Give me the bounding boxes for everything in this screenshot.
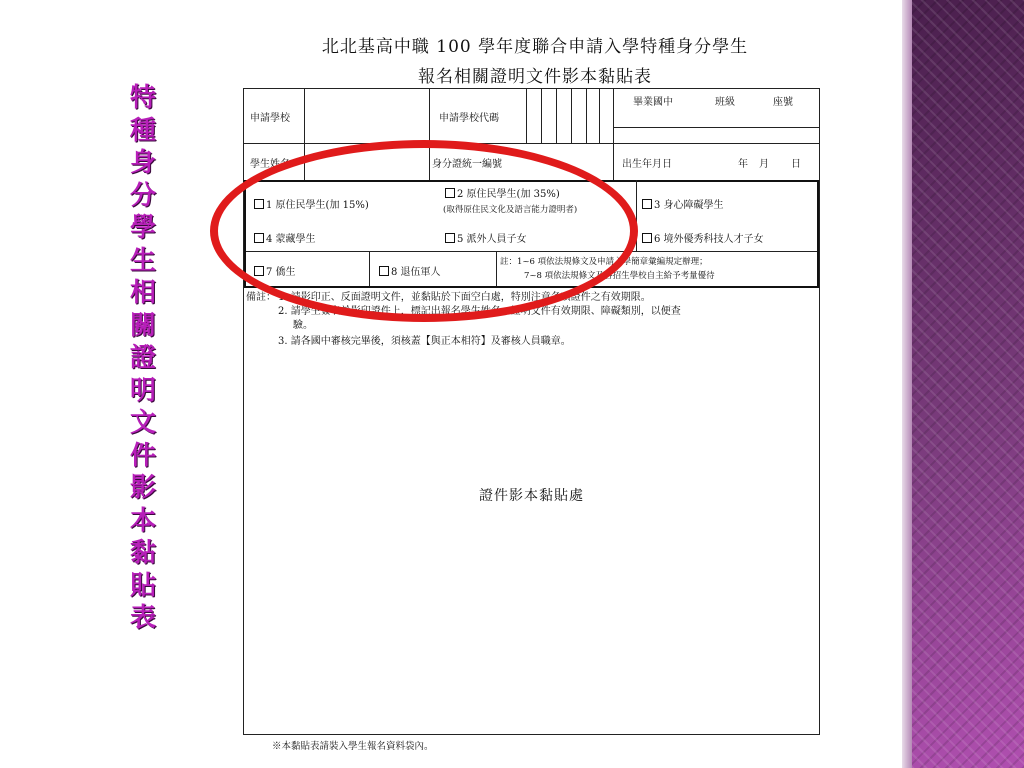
category-box-left	[244, 180, 246, 286]
document-title-line2: 報名相關證明文件影本黏貼表	[418, 67, 652, 87]
remark-2: 2. 請學生簽名於影印證件上，標記出報名學生姓名、證明文件有效期限、障礙類別，以便查	[278, 306, 681, 317]
remarks-label: 備註：	[246, 292, 276, 303]
checkbox-square-icon	[379, 266, 389, 276]
col-divider	[304, 89, 305, 180]
checkbox-square-icon	[254, 233, 264, 243]
student-name-label: 學生姓名	[250, 159, 290, 170]
decorative-purple-stripe	[912, 0, 1024, 768]
col-divider	[496, 251, 497, 286]
category-box-right	[817, 180, 819, 286]
code-box	[586, 89, 587, 143]
id-number-label: 身分證統一編號	[432, 159, 502, 170]
category-2-note: (取得原住民文化及語言能力證明者)	[443, 205, 578, 215]
col-divider	[369, 251, 370, 286]
grad-school-divider	[613, 127, 819, 128]
category-8-checkbox[interactable]: 8 退伍軍人	[379, 263, 441, 278]
remark-2-continued: 驗。	[293, 320, 313, 331]
code-box	[526, 89, 527, 143]
checkbox-square-icon	[445, 188, 455, 198]
form-table	[243, 88, 820, 735]
remark-1: 1. 請影印正、反面證明文件，並黏貼於下面空白處，特別注意各項證件之有效期限。	[278, 292, 651, 303]
code-box	[556, 89, 557, 143]
paste-area-label: 證件影本黏貼處	[479, 488, 584, 504]
code-box	[571, 89, 572, 143]
code-box	[541, 89, 542, 143]
col-divider	[636, 180, 637, 251]
checkbox-square-icon	[642, 199, 652, 209]
row-divider	[244, 143, 819, 144]
apply-school-label: 申請學校	[250, 113, 290, 124]
category-box-bottom	[244, 286, 819, 288]
checkbox-square-icon	[445, 233, 455, 243]
category-1-checkbox[interactable]: 1 原住民學生(加 15%)	[254, 196, 369, 211]
col-divider	[429, 89, 430, 180]
category-note-line1: 註：1~6 項依法規條文及申請入學簡章彙編規定辦理；	[500, 257, 708, 267]
footnote: ※本黏貼表請裝入學生報名資料袋內。	[272, 741, 434, 752]
checkbox-square-icon	[254, 199, 264, 209]
seat-label: 座號	[773, 97, 793, 108]
category-5-checkbox[interactable]: 5 派外人員子女	[445, 230, 527, 245]
checkbox-square-icon	[642, 233, 652, 243]
category-note-line2: 7~8 項依法規條文及各招生學校自主給予考量優待	[524, 271, 715, 281]
category-4-checkbox[interactable]: 4 蒙藏學生	[254, 230, 316, 245]
row-divider	[244, 251, 819, 252]
category-box-top	[244, 180, 819, 182]
category-7-checkbox[interactable]: 7 僑生	[254, 263, 296, 278]
day-label: 日	[791, 159, 801, 170]
checkbox-square-icon	[254, 266, 264, 276]
class-label: 班級	[715, 97, 735, 108]
grad-school-label: 畢業國中	[633, 97, 673, 108]
category-2-checkbox[interactable]: 2 原住民學生(加 35%)	[445, 185, 560, 200]
decorative-stripe-edge	[902, 0, 912, 768]
side-vertical-title: 特 種 身 分 學 生 相 關 證 明 文 件 影 本 黏 貼 表	[129, 83, 156, 633]
document-title-line1: 北北基高中職 100 學年度聯合申請入學特種身分學生	[321, 37, 749, 57]
month-label: 月	[759, 159, 769, 170]
remark-3: 3. 請各國中審核完畢後，須核蓋【與正本相符】及審核人員職章。	[278, 336, 571, 347]
year-label: 年	[738, 159, 748, 170]
birth-date-label: 出生年月日	[622, 159, 672, 170]
category-6-checkbox[interactable]: 6 境外優秀科技人才子女	[642, 230, 764, 245]
code-box	[599, 89, 600, 143]
category-3-checkbox[interactable]: 3 身心障礙學生	[642, 196, 724, 211]
school-code-label: 申請學校代碼	[439, 113, 499, 124]
col-divider	[613, 89, 614, 180]
